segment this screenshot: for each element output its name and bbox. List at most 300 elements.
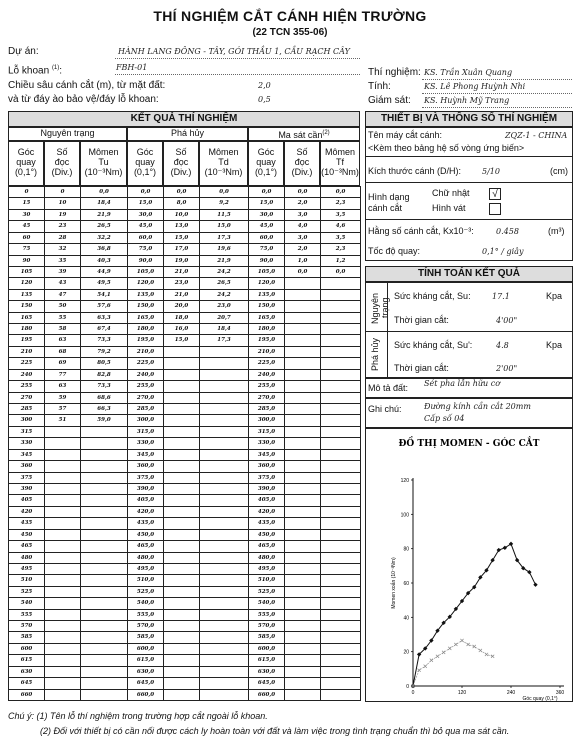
- table-cell: 55: [45, 312, 81, 323]
- table-cell: [321, 346, 361, 357]
- table-cell: 135,0: [249, 289, 285, 300]
- table-cell: 240,0: [128, 369, 164, 380]
- table-cell: [164, 586, 200, 597]
- table-cell: [200, 621, 249, 632]
- table-cell: 225: [9, 358, 45, 369]
- table-cell: [81, 621, 128, 632]
- table-cell: [81, 552, 128, 563]
- tester-value: KS. Trần Xuân Quang: [424, 68, 513, 77]
- column-header-line: quay: [256, 157, 276, 167]
- table-cell: 73,3: [81, 381, 128, 392]
- table-row: [9, 586, 361, 597]
- chart-point: [436, 655, 439, 658]
- depth-value: 2,0: [258, 81, 271, 90]
- table-cell: [321, 529, 361, 540]
- table-cell: 360: [9, 461, 45, 472]
- table-cell: 435,0: [128, 518, 164, 529]
- table-cell: [45, 586, 81, 597]
- table-cell: 44,9: [81, 266, 128, 277]
- depth-label: Chiều sâu cánh cắt (m), từ mặt đất:: [8, 80, 166, 91]
- table-cell: 105: [9, 266, 45, 277]
- table-cell: [81, 438, 128, 449]
- table-cell: 405,0: [128, 495, 164, 506]
- column-header-line: Mômen: [88, 147, 119, 157]
- table-cell: 615,0: [249, 655, 285, 666]
- table-cell: [321, 689, 361, 700]
- table-cell: [81, 678, 128, 689]
- table-cell: 13,0: [164, 221, 200, 232]
- table-cell: 645,0: [128, 678, 164, 689]
- table-cell: 255: [9, 381, 45, 392]
- casing-label: và từ đáy ào bảo vệ/đáy lỗ khoan:: [8, 94, 159, 105]
- column-header-line: quay: [135, 157, 155, 167]
- table-row: [9, 621, 361, 632]
- chart-series-line: [413, 544, 536, 686]
- table-cell: 645,0: [249, 678, 285, 689]
- shape-trap-label: Hình vát: [432, 203, 466, 213]
- table-cell: 300,0: [128, 415, 164, 426]
- table-cell: 180,0: [128, 324, 164, 335]
- column-header: [80, 141, 127, 186]
- table-cell: 330,0: [249, 438, 285, 449]
- table-cell: [45, 461, 81, 472]
- table-cell: 60,0: [249, 232, 285, 243]
- table-cell: 67,4: [81, 324, 128, 335]
- chart-point: [490, 558, 494, 562]
- size-unit: (cm): [550, 166, 568, 176]
- table-cell: 600,0: [249, 643, 285, 654]
- table-cell: 195,0: [128, 335, 164, 346]
- column-header-line: (Div.): [51, 167, 73, 177]
- table-cell: 30: [9, 209, 45, 220]
- shape-trap-checkbox[interactable]: [489, 203, 501, 215]
- table-cell: 510,0: [128, 575, 164, 586]
- chart-y-tick-label: 40: [403, 615, 409, 622]
- table-cell: [200, 438, 249, 449]
- table-cell: [200, 586, 249, 597]
- table-cell: 20,0: [164, 301, 200, 312]
- table-cell: 420,0: [249, 506, 285, 517]
- table-row: [9, 415, 361, 426]
- table-cell: 585,0: [128, 632, 164, 643]
- table-cell: [81, 666, 128, 677]
- table-cell: 15,0: [164, 335, 200, 346]
- table-cell: 345: [9, 449, 45, 460]
- table-cell: 20,7: [200, 312, 249, 323]
- table-cell: 59: [45, 392, 81, 403]
- table-cell: 49,5: [81, 278, 128, 289]
- machine-label: Tên máy cắt cánh:: [368, 130, 443, 140]
- table-row: [9, 381, 361, 392]
- machine-value: ZQZ-1 - CHINA: [505, 131, 568, 140]
- table-cell: 17,0: [164, 244, 200, 255]
- table-cell: [164, 392, 200, 403]
- table-cell: [321, 301, 361, 312]
- table-cell: [321, 563, 361, 574]
- table-cell: [200, 609, 249, 620]
- table-cell: 26,5: [200, 278, 249, 289]
- table-cell: [164, 415, 200, 426]
- table-cell: 0,0: [200, 187, 249, 198]
- table-cell: [321, 392, 361, 403]
- table-row: [9, 369, 361, 380]
- table-cell: 510: [9, 575, 45, 586]
- table-cell: 0,0: [285, 266, 321, 277]
- divider: [365, 182, 573, 183]
- column-header: [44, 141, 80, 186]
- calc-group-failure: Phá hủy: [370, 337, 380, 371]
- table-cell: [200, 678, 249, 689]
- table-cell: 32,2: [81, 232, 128, 243]
- table-cell: 36,8: [81, 244, 128, 255]
- table-row: [9, 289, 361, 300]
- table-cell: [45, 666, 81, 677]
- table-cell: 21,0: [164, 266, 200, 277]
- column-header-line: (0,1°): [254, 167, 278, 177]
- table-cell: 480,0: [249, 552, 285, 563]
- table-cell: 28: [45, 232, 81, 243]
- table-cell: [164, 472, 200, 483]
- table-cell: 480,0: [128, 552, 164, 563]
- table-cell: [45, 541, 81, 552]
- table-cell: [285, 655, 321, 666]
- table-cell: 63,3: [81, 312, 128, 323]
- table-cell: 390: [9, 483, 45, 494]
- column-header-line: Tf: [336, 157, 344, 167]
- table-cell: [164, 609, 200, 620]
- table-cell: [81, 426, 128, 437]
- table-cell: [285, 643, 321, 654]
- table-cell: 180: [9, 324, 45, 335]
- table-cell: [321, 415, 361, 426]
- table-note: <Kèm theo bảng hệ số vòng ứng biến>: [368, 143, 525, 153]
- table-cell: 54,1: [81, 289, 128, 300]
- table-cell: 0,0: [81, 187, 128, 198]
- table-cell: 120,0: [249, 278, 285, 289]
- table-cell: 390,0: [128, 483, 164, 494]
- table-cell: 360,0: [249, 461, 285, 472]
- results-table: [8, 186, 361, 701]
- table-row: [9, 232, 361, 243]
- table-cell: [321, 278, 361, 289]
- table-cell: [45, 678, 81, 689]
- table-cell: 59,0: [81, 415, 128, 426]
- table-cell: [285, 621, 321, 632]
- table-cell: 105,0: [128, 266, 164, 277]
- table-cell: 40,3: [81, 255, 128, 266]
- table-row: [9, 209, 361, 220]
- divider: [387, 282, 388, 378]
- chart-point: [442, 651, 445, 654]
- column-header-line: Góc: [257, 147, 275, 157]
- table-cell: [164, 449, 200, 460]
- su-value: 17.1: [492, 292, 510, 301]
- t2-value: 2'00": [496, 364, 518, 373]
- table-cell: 57,6: [81, 301, 128, 312]
- table-cell: [164, 575, 200, 586]
- table-cell: 435,0: [249, 518, 285, 529]
- table-row: [9, 278, 361, 289]
- calc-group-undisturbed: Nguyên trạng: [370, 292, 390, 324]
- table-cell: 150,0: [249, 301, 285, 312]
- table-row: [9, 346, 361, 357]
- table-cell: [45, 598, 81, 609]
- table-cell: [45, 483, 81, 494]
- table-row: [9, 666, 361, 677]
- table-cell: 32: [45, 244, 81, 255]
- table-cell: 63: [45, 381, 81, 392]
- column-header-line: Góc: [136, 147, 154, 157]
- supervisor-value: KS. Huỳnh Mỹ Trang: [424, 96, 510, 105]
- su2-value: 4.8: [496, 341, 509, 350]
- borehole-underline: [115, 74, 360, 75]
- table-cell: 210: [9, 346, 45, 357]
- table-cell: 45,0: [249, 221, 285, 232]
- table-cell: [285, 426, 321, 437]
- table-cell: [45, 426, 81, 437]
- chart-point: [473, 645, 476, 648]
- table-cell: 69: [45, 358, 81, 369]
- table-cell: 375,0: [249, 472, 285, 483]
- su2-label: Sức kháng cắt, Su':: [394, 340, 473, 350]
- table-cell: [321, 358, 361, 369]
- calc-value: KS. Lê Phong Huỳnh Nhi: [424, 82, 526, 91]
- table-cell: [81, 586, 128, 597]
- table-cell: [321, 426, 361, 437]
- table-cell: [81, 472, 128, 483]
- table-cell: 315,0: [128, 426, 164, 437]
- tester-label: Thí nghiệm:: [368, 67, 421, 78]
- table-cell: [45, 643, 81, 654]
- table-row: [9, 609, 361, 620]
- chart-y-tick-label: 20: [403, 649, 409, 656]
- table-cell: [285, 289, 321, 300]
- table-cell: 0: [45, 187, 81, 198]
- table-cell: 9,2: [200, 198, 249, 209]
- table-cell: 18,0: [164, 312, 200, 323]
- table-cell: [45, 472, 81, 483]
- group-failure: Phá hủy: [127, 127, 248, 141]
- table-cell: [285, 518, 321, 529]
- table-cell: 150: [9, 301, 45, 312]
- table-row: [9, 438, 361, 449]
- chart-x-tick-label: 0: [411, 690, 415, 696]
- table-cell: [200, 381, 249, 392]
- table-cell: 50: [45, 301, 81, 312]
- table-row: [9, 495, 361, 506]
- table-cell: [321, 335, 361, 346]
- table-cell: 315,0: [249, 426, 285, 437]
- constant-value: 0.458: [496, 227, 519, 236]
- column-header-line: Tu: [98, 157, 109, 167]
- table-row: [9, 552, 361, 563]
- table-cell: 3,0: [285, 209, 321, 220]
- table-cell: 165,0: [249, 312, 285, 323]
- table-cell: 330: [9, 438, 45, 449]
- table-row: [9, 255, 361, 266]
- column-header-line: Mômen: [208, 147, 239, 157]
- table-cell: 90,0: [128, 255, 164, 266]
- table-cell: [200, 369, 249, 380]
- table-cell: [200, 358, 249, 369]
- table-row: [9, 187, 361, 198]
- table-cell: 10,0: [164, 209, 200, 220]
- constant-unit: (m³): [548, 226, 565, 236]
- table-cell: 19: [45, 209, 81, 220]
- table-cell: [164, 632, 200, 643]
- shape-rect-label: Chữ nhật: [432, 188, 470, 198]
- table-cell: [285, 324, 321, 335]
- table-cell: 21,9: [200, 255, 249, 266]
- table-cell: 615: [9, 655, 45, 666]
- table-cell: [164, 655, 200, 666]
- table-cell: 10: [45, 198, 81, 209]
- divider: [365, 219, 573, 220]
- table-cell: [200, 449, 249, 460]
- supervisor-underline: [422, 107, 572, 108]
- table-cell: 23,0: [164, 278, 200, 289]
- table-cell: 43: [45, 278, 81, 289]
- chart-x-tick-label: 120: [457, 690, 467, 696]
- column-header-line: (Div.): [170, 167, 192, 177]
- table-cell: [81, 563, 128, 574]
- table-cell: [200, 461, 249, 472]
- table-cell: [200, 552, 249, 563]
- table-cell: [200, 655, 249, 666]
- table-cell: 80,5: [81, 358, 128, 369]
- table-row: [9, 678, 361, 689]
- table-cell: 525,0: [128, 586, 164, 597]
- table-cell: 195,0: [249, 335, 285, 346]
- table-cell: 555,0: [249, 609, 285, 620]
- table-cell: 57: [45, 404, 81, 415]
- table-cell: 21,9: [81, 209, 128, 220]
- remark-value-2: Cấp số 04: [424, 414, 465, 423]
- table-row: [9, 472, 361, 483]
- table-cell: [164, 369, 200, 380]
- table-cell: [200, 506, 249, 517]
- table-cell: [285, 312, 321, 323]
- table-cell: 540,0: [249, 598, 285, 609]
- table-cell: [81, 598, 128, 609]
- table-cell: [285, 404, 321, 415]
- table-cell: 360,0: [128, 461, 164, 472]
- table-cell: 600,0: [128, 643, 164, 654]
- table-cell: [321, 404, 361, 415]
- table-cell: 165: [9, 312, 45, 323]
- table-cell: [285, 335, 321, 346]
- speed-value: 0,1° / giây: [482, 247, 524, 256]
- table-cell: 105,0: [249, 266, 285, 277]
- table-cell: 240,0: [249, 369, 285, 380]
- table-cell: [81, 518, 128, 529]
- table-cell: 495: [9, 563, 45, 574]
- table-cell: 4,6: [321, 221, 361, 232]
- table-cell: 3,5: [321, 232, 361, 243]
- shape-rect-checkbox[interactable]: √: [489, 188, 501, 200]
- table-cell: [45, 506, 81, 517]
- table-cell: [321, 289, 361, 300]
- table-cell: 79,2: [81, 346, 128, 357]
- table-cell: [164, 346, 200, 357]
- table-cell: 285,0: [128, 404, 164, 415]
- table-cell: 570: [9, 621, 45, 632]
- table-row: [9, 221, 361, 232]
- size-label: Kích thước cánh (D/H):: [368, 166, 461, 176]
- table-cell: 315: [9, 426, 45, 437]
- table-cell: [285, 438, 321, 449]
- table-cell: 0,0: [285, 187, 321, 198]
- table-cell: 17,3: [200, 335, 249, 346]
- table-cell: [164, 404, 200, 415]
- table-cell: 435: [9, 518, 45, 529]
- column-header-line: (10⁻³Nm): [84, 167, 123, 177]
- table-cell: 630: [9, 666, 45, 677]
- table-cell: 270,0: [128, 392, 164, 403]
- su2-unit: Kpa: [546, 340, 563, 350]
- table-cell: [45, 621, 81, 632]
- table-cell: 660,0: [128, 689, 164, 700]
- moment-angle-chart: [365, 428, 573, 702]
- borehole-value: FBH-01: [116, 63, 148, 72]
- table-cell: 450: [9, 529, 45, 540]
- table-cell: 51: [45, 415, 81, 426]
- table-cell: 21,0: [164, 289, 200, 300]
- table-cell: 0,0: [321, 266, 361, 277]
- table-cell: [81, 655, 128, 666]
- table-cell: [81, 461, 128, 472]
- chart-y-tick-label: 120: [400, 478, 409, 484]
- table-cell: 615,0: [128, 655, 164, 666]
- constant-label: Hằng số cánh cắt, Kx10⁻³:: [368, 226, 474, 236]
- table-cell: 120: [9, 278, 45, 289]
- table-cell: [285, 346, 321, 357]
- table-cell: 39: [45, 266, 81, 277]
- column-header-line: Số: [296, 147, 308, 157]
- table-cell: 420: [9, 506, 45, 517]
- table-cell: [45, 575, 81, 586]
- table-cell: [164, 438, 200, 449]
- table-cell: [164, 598, 200, 609]
- table-cell: 47: [45, 289, 81, 300]
- chart-point: [424, 665, 427, 668]
- table-cell: 60,0: [128, 232, 164, 243]
- table-cell: [200, 404, 249, 415]
- table-cell: [200, 495, 249, 506]
- table-cell: 19,0: [164, 255, 200, 266]
- table-cell: 210,0: [249, 346, 285, 357]
- table-cell: [200, 392, 249, 403]
- table-row: [9, 518, 361, 529]
- divider: [365, 156, 573, 157]
- table-cell: [285, 415, 321, 426]
- table-cell: [200, 541, 249, 552]
- table-row: [9, 198, 361, 209]
- table-cell: 465: [9, 541, 45, 552]
- su-unit: Kpa: [546, 291, 563, 301]
- table-cell: 68: [45, 346, 81, 357]
- table-cell: [321, 495, 361, 506]
- table-cell: [200, 518, 249, 529]
- column-header-line: Số: [56, 147, 68, 157]
- table-cell: [285, 529, 321, 540]
- table-cell: 0,0: [164, 187, 200, 198]
- table-cell: [285, 483, 321, 494]
- table-cell: 30,0: [128, 209, 164, 220]
- table-cell: 300: [9, 415, 45, 426]
- table-row: [9, 541, 361, 552]
- table-cell: 195: [9, 335, 45, 346]
